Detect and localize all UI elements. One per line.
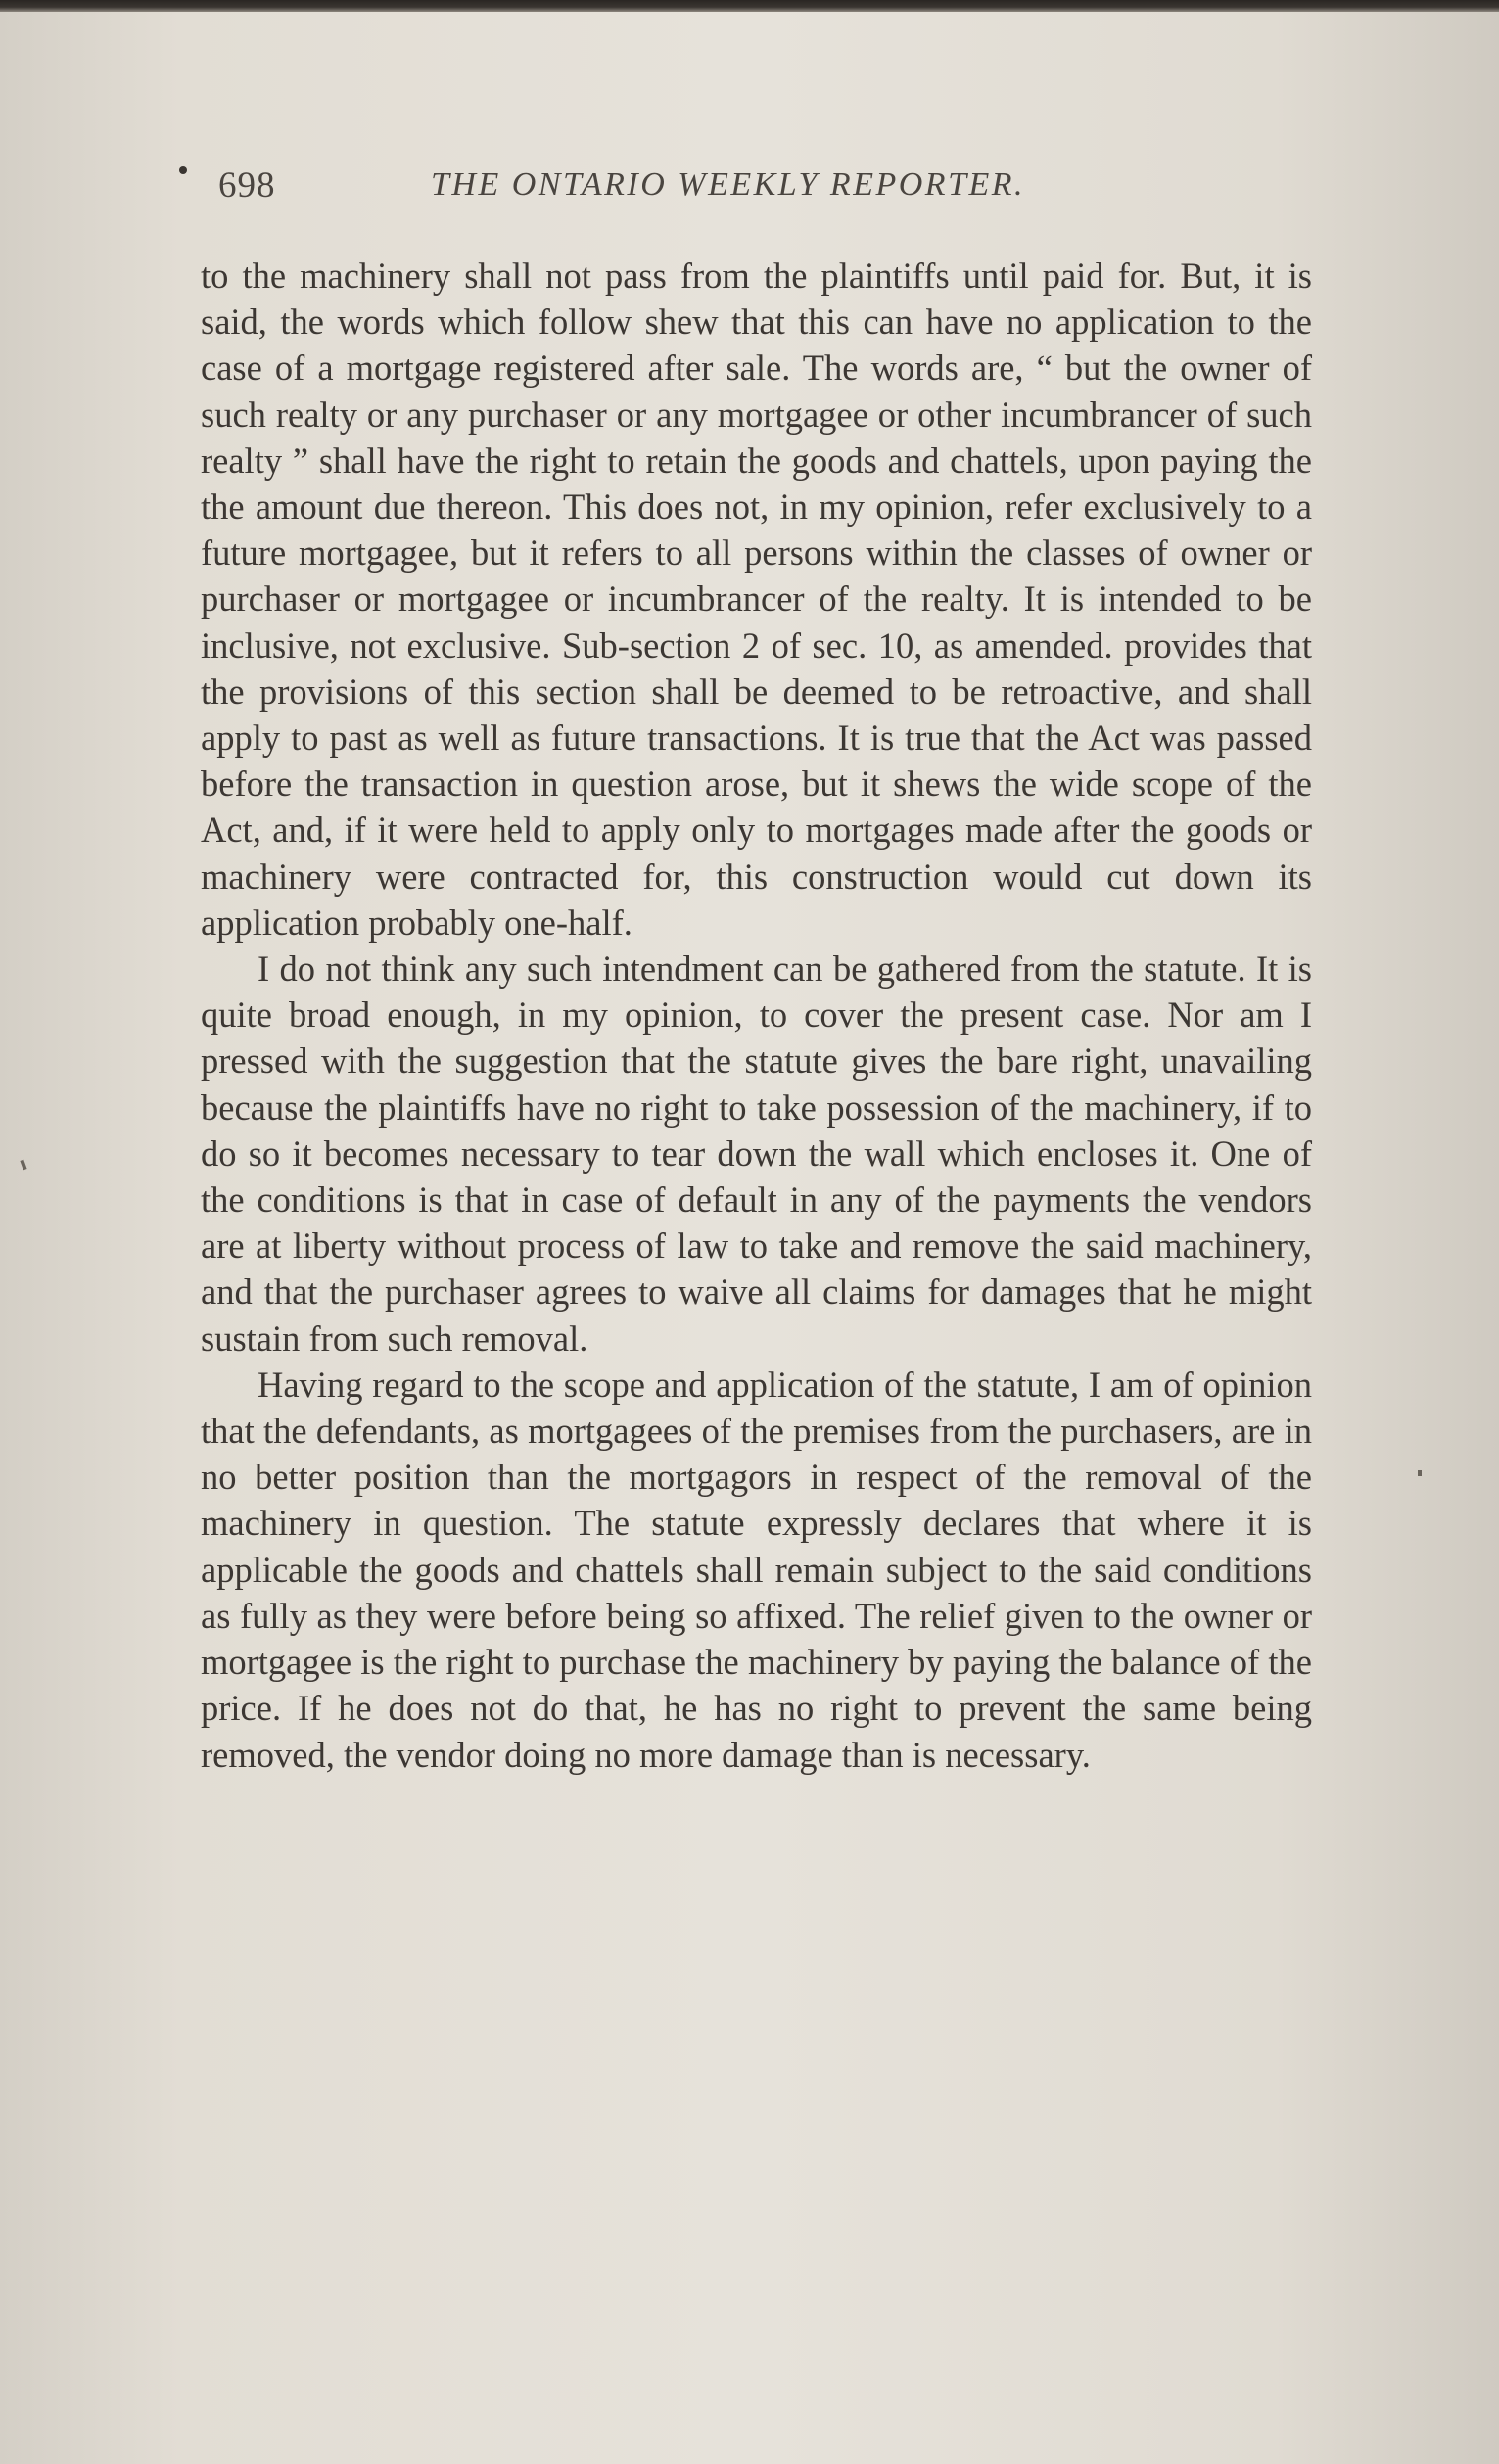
header-ink-dot <box>179 166 187 174</box>
margin-mark <box>20 1160 26 1171</box>
body-text <box>201 253 1312 1778</box>
paragraph: Having regard to the scope and application of the statute, I am of opinion that the defendants, as mortgagees of the premises from the purchasers, are in no better position than the mortgagors in respect of the removal of the machinery in question. The statute expressly declares that where it is applicable the goods and chattels shall remain subject to the said conditions as fully as they were before being so affixed. The relief given to the owner or mortgagee is the right to purchase the machinery by paying the balance of the price. If he does not do that, he has no right to prevent the same being removed, the vendor doing no more damage than is necessary. <box>201 1364 1312 1775</box>
running-head: THE ONTARIO WEEKLY REPORTER. <box>431 166 1026 203</box>
paragraph: to the machinery shall not pass from the plaintiffs until paid for. But, it is said, the words which follow shew that this can have no application to the case of a mortgage registered after sale. The words are, “ but the owner of such realty or any purchaser or any mortgagee or other incumbrancer of such realty ” shall have the right to retain the goods and chattels, upon paying the the amount due thereon. This does not, in my opinion, refer exclusively to a future mortgagee, but it refers to all persons within the classes of owner or purchaser or mortgagee or incumbrancer of the realty. It is intended to be inclusive, not exclusive. Sub-section 2 of sec. 10, as amended. provides that the provisions of this section shall be deemed to be retroactive, and shall apply to past as well as future transactions. It is true that the Act was passed before the transaction in question arose, but it shews the wide scope of the Act, and, if it were held to apply only to mortgages made after the goods or machinery were contracted for, this construction would cut down its application probably one-half. <box>201 256 1312 943</box>
page-number: 698 <box>218 165 276 206</box>
page-top-edge <box>0 0 1499 12</box>
margin-mark <box>1418 1470 1422 1476</box>
page-header <box>171 164 1327 223</box>
paragraph: I do not think any such intendment can be gathered from the statute. It is quite broad enough, in my opinion, to cover the present case. Nor am I pressed with the suggestion that the statute gives the bare right, unavailing because the plaintiffs have no right to take possession of the machinery, if to do so it becomes necessary to tear down the wall which encloses it. One of the conditions is that in case of default in any of the payments the vendors are at liberty without process of law to take and remove the said machinery, and that the purchaser agrees to waive all claims for damages that he might sustain from such removal. <box>201 949 1312 1359</box>
